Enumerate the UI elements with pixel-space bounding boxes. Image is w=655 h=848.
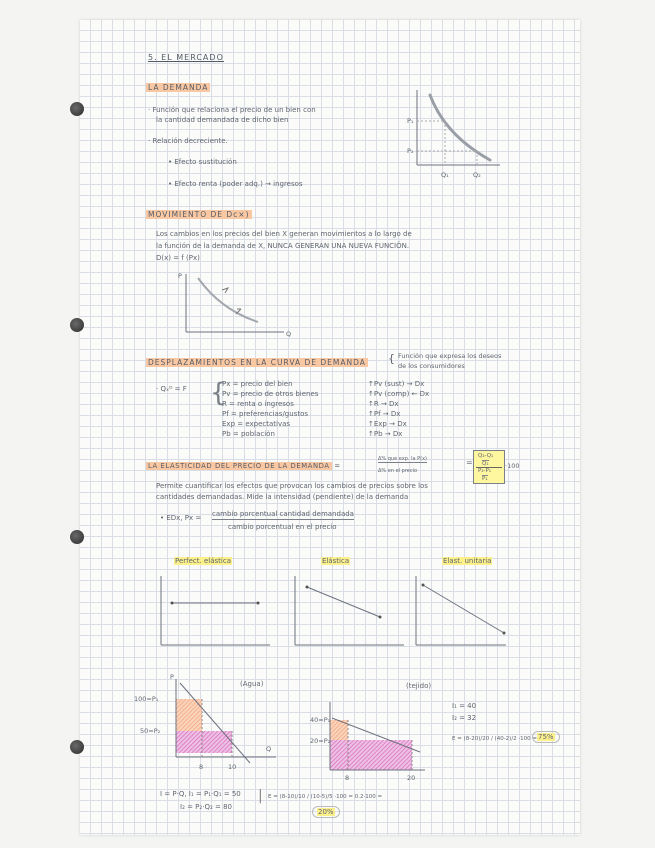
binder-hole <box>70 102 84 116</box>
movimiento-heading: MOVIMIENTO DE Dc×) <box>148 210 250 219</box>
shift-effect: ↑Pv (comp) ← Dx <box>368 390 430 398</box>
axis-label: Q <box>286 330 292 338</box>
shift-effect: ↑R → Dx <box>368 400 399 408</box>
elastic-graph <box>295 576 404 645</box>
brace: { <box>210 378 227 408</box>
shift-effect: ↑Pf → Dx <box>368 410 401 418</box>
binder-hole <box>70 740 84 754</box>
elasticity-eq-den: cambio porcentual en el precio <box>228 523 337 531</box>
graph-label: Q₂ <box>473 171 481 179</box>
movimiento-line: D(x) = f (Px) <box>156 254 200 262</box>
page-title: 5. EL MERCADO <box>148 53 224 62</box>
axis-label: P <box>178 272 182 280</box>
demanda-line: • Efecto sustitución <box>168 158 237 166</box>
divider: | <box>258 788 263 804</box>
unit-elastic-graph <box>416 576 506 645</box>
demand-graph-1 <box>405 85 515 185</box>
svg-text:8: 8 <box>345 774 350 782</box>
shift-effect: ↑Exp → Dx <box>368 420 407 428</box>
binder-hole <box>70 530 84 544</box>
tejido-calc: I₂ = 32 <box>452 714 477 722</box>
equals: = <box>466 458 473 467</box>
frac-top: Δ% que exp. la P(x) <box>378 456 427 462</box>
brace: { <box>388 352 395 365</box>
tejido-result: 75% <box>532 731 560 743</box>
perfect-elastic-graph <box>161 576 270 645</box>
svg-text:8: 8 <box>199 763 204 771</box>
movement-graph <box>176 270 296 350</box>
tejido-calc: E = (8-20)/20 / (40-2)/2 ·100 = <box>452 736 538 742</box>
panel-title: Elast. unitaria <box>443 557 492 565</box>
frac-bot: Δ% en el precio <box>378 468 418 474</box>
svg-text:40=P₁: 40=P₁ <box>310 716 331 724</box>
tejido-label: (tejido) <box>406 682 432 690</box>
demanda-heading: LA DEMANDA <box>148 83 209 92</box>
notebook-page <box>80 20 580 835</box>
elasticidad-heading: LA ELASTICIDAD DEL PRECIO DE LA DEMANDA = <box>148 462 341 470</box>
panel-title: Perfect. elástica <box>175 557 231 565</box>
panel-title: Elástica <box>322 557 350 565</box>
svg-text:P: P <box>170 673 174 681</box>
shift-variable: Pb = población <box>222 430 275 438</box>
svg-text:50=P₂: 50=P₂ <box>140 727 161 735</box>
elasticity-eq-lhs: • EDx, Px = <box>160 514 202 522</box>
elasticidad-line: cantidades demandadas. Mide la intensidad (pendiente) de la demanda <box>156 493 409 501</box>
shift-effect: ↑Pv (sust) → Dx <box>368 380 425 388</box>
brace-text: Función que expresa los deseos <box>398 352 502 360</box>
elasticidad-line: Permite cuantificar los efectos que provocan los cambios de precios sobre los <box>156 482 428 490</box>
svg-text:20=P₂: 20=P₂ <box>310 737 331 745</box>
shift-variable: Px = precio del bien <box>222 380 293 388</box>
tejido-graph <box>300 700 435 790</box>
graph-label: P₂ <box>407 147 414 155</box>
svg-text:10: 10 <box>228 763 237 771</box>
shift-variable: Exp = expectativas <box>222 420 291 428</box>
tejido-calc: I₁ = 40 <box>452 702 477 710</box>
movimiento-line: la función de la demanda de X, NUNCA GENERAN UNA NUEVA FUNCIÓN. <box>156 242 410 250</box>
elasticity-formula-box: Q₂-Q₁ Q₁ P₂-P₁ P₁ <box>473 450 505 484</box>
graph-label: Q₁ <box>441 171 449 179</box>
svg-text:Q: Q <box>266 745 272 753</box>
demanda-line: la cantidad demandada de dicho bien <box>156 116 289 124</box>
shift-variable: Pf = preferencias/gustos <box>222 410 309 418</box>
desplazamientos-heading: DESPLAZAMIENTOS EN LA CURVA DE DEMANDA <box>148 358 366 367</box>
agua-graph <box>134 673 281 780</box>
bottom-line: I₂ = P₂·Q₂ = 80 <box>180 803 232 811</box>
bottom-result: 20% <box>312 806 340 818</box>
shift-variable: R = renta o ingresos <box>222 400 294 408</box>
demanda-line: · Relación decreciente. <box>148 137 228 145</box>
brace-text: de los consumidores <box>398 362 465 370</box>
shift-formula: · Qₓᴰ = F <box>156 385 187 393</box>
svg-text:100=P₁: 100=P₁ <box>134 695 159 703</box>
binder-hole <box>70 318 84 332</box>
graph-label: P₁ <box>407 117 414 125</box>
shift-variable: Pv = precio de otros bienes <box>222 390 319 398</box>
elasticity-panels <box>158 573 508 648</box>
box-mult: ·100 <box>505 462 520 470</box>
svg-text:20: 20 <box>407 774 416 782</box>
demanda-line: · Función que relaciona el precio de un bien con <box>148 106 316 114</box>
elasticity-eq-num: cambio porcentual cantidad demandada <box>212 510 354 518</box>
agua-label: (Agua) <box>240 680 264 688</box>
bottom-line: I = P·Q, I₁ = P₁·Q₁ = 50 <box>160 790 241 798</box>
demanda-line: • Efecto renta (poder adq.) → ingresos <box>168 180 303 188</box>
movimiento-line: Los cambios en los precios del bien X generan movimientos a lo largo de <box>156 230 412 238</box>
bottom-calc: E = (8-10)/10 / (10-5)/5 ·100 = 0.2·100 = <box>268 794 383 800</box>
shift-effect: ↑Pb → Dx <box>368 430 403 438</box>
